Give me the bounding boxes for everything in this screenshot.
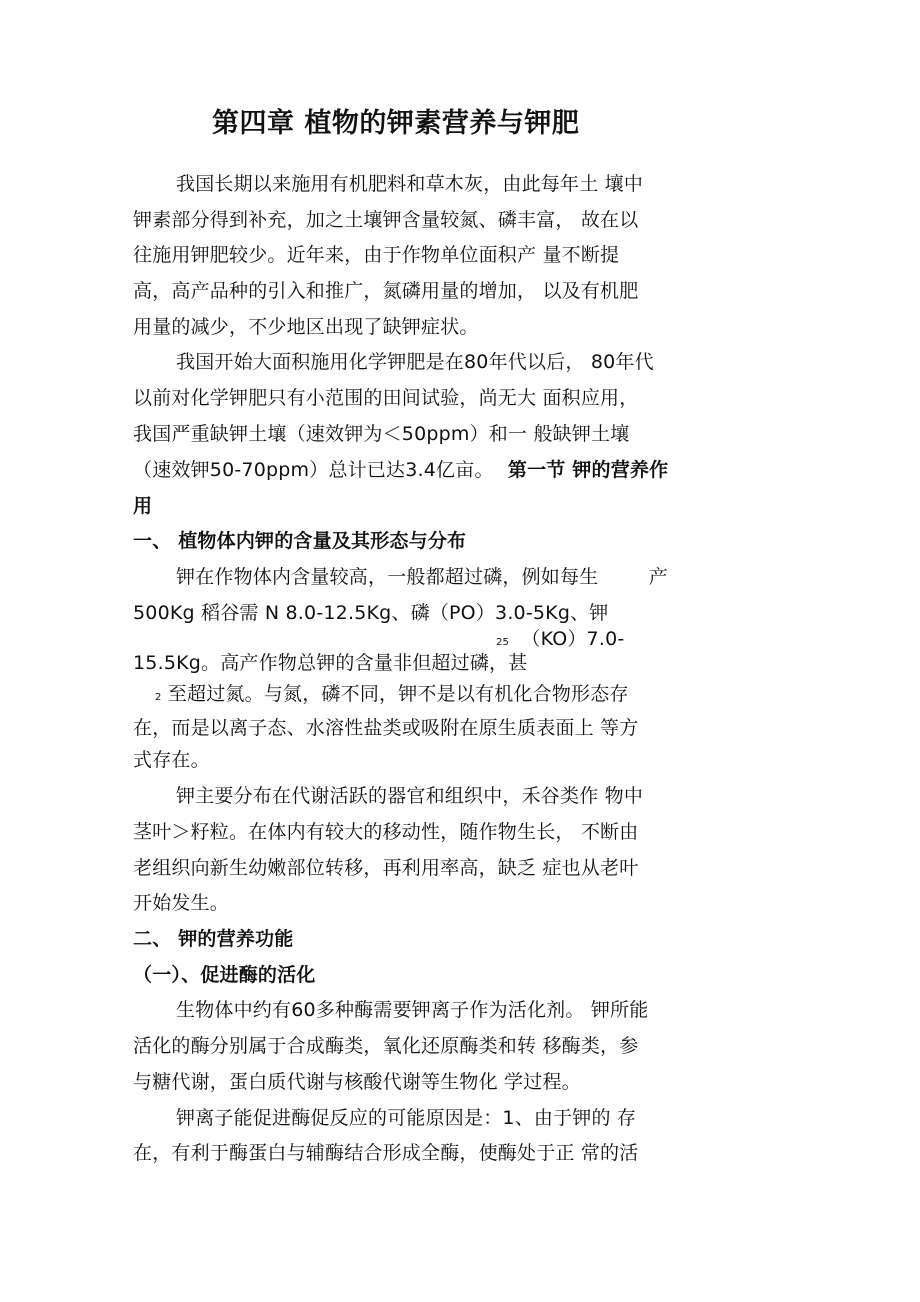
paragraph-line: 开始发生。 xyxy=(133,892,230,914)
paragraph-line: 以前对化学钾肥只有小范围的田间试验，尚无大 面积应用， xyxy=(133,387,639,409)
paragraph-line: 在，而是以离子态、水溶性盐类或吸附在原生质表面上 等方 xyxy=(133,717,639,739)
paragraph-line: 500Kg 稻谷需 N 8.0-12.5Kg、磷（PO）3.0-5Kg、钾 xyxy=(133,602,609,624)
paragraph-line: 高，高产品种的引入和推广，氮磷用量的增加， 以及有机肥 xyxy=(133,280,639,302)
paragraph-line: 用量的减少，不少地区出现了缺钾症状。 xyxy=(133,316,479,338)
paragraph-line: 往施用钾肥较少。近年来，由于作物单位面积产 量不断提 xyxy=(133,244,620,266)
paragraph-line: 式存在。 xyxy=(133,749,210,771)
paragraph-line: 茎叶＞籽粒。在体内有较大的移动性，随作物生长， 不断由 xyxy=(133,821,639,843)
paragraph-line: 在，有利于酶蛋白与辅酶结合形成全酶，使酶处于正 常的活 xyxy=(133,1142,639,1164)
subsection-heading: 一、 植物体内钾的含量及其形态与分布 xyxy=(133,530,467,552)
subscript: 25 xyxy=(496,637,510,648)
paragraph-line xyxy=(133,458,668,482)
paragraph-line xyxy=(155,682,629,710)
paragraph-line: 与糖代谢，蛋白质代谢与核酸代谢等生物化 学过程。 xyxy=(133,1071,581,1093)
paragraph-text: （速效钾50-70ppm）总计已达3.4亿亩。 xyxy=(133,459,494,481)
paragraph-line: 钾素部分得到补充，加之土壤钾含量较氮、磷丰富， 故在以 xyxy=(133,209,639,231)
paragraph-line: 生物体中约有60多种酶需要钾离子作为活化剂。 钾所能 xyxy=(176,999,649,1021)
paragraph-line: 钾主要分布在代谢活跃的器官和组织中，禾谷类作 物中 xyxy=(176,785,644,807)
chapter-title: 第四章 植物的钾素营养与钾肥 xyxy=(212,108,580,139)
paragraph-text: （KO）7.0- xyxy=(521,628,625,650)
subscript: 2 xyxy=(155,692,162,703)
subsection-heading: 二、 钾的营养功能 xyxy=(133,928,294,950)
paragraph-line: 我国严重缺钾土壤（速效钾为＜50ppm）和一 般缺钾土壤 xyxy=(133,423,630,445)
paragraph-line: 我国开始大面积施用化学钾肥是在80年代以后， 80年代 xyxy=(176,351,654,373)
section-heading: 第一节 钾的营养作 xyxy=(507,459,669,481)
section-heading-continued: 用 xyxy=(133,495,153,517)
paragraph-line: 我国长期以来施用有机肥料和草木灰，由此每年土 壤中 xyxy=(176,173,644,195)
paragraph-text: 至超过氮。与氮，磷不同，钾不是以有机化合物形态存 xyxy=(167,683,629,705)
paragraph-line: 老组织向新生幼嫩部位转移，再利用率高，缺乏 症也从老叶 xyxy=(133,857,639,879)
paragraph-line xyxy=(176,565,668,589)
paragraph-text: 产 xyxy=(648,566,668,588)
paragraph-line: 钾离子能促进酶促反应的可能原因是：1、由于钾的 存 xyxy=(176,1107,637,1129)
subsection-heading: （一）、促进酶的活化 xyxy=(133,964,316,986)
paragraph-line: 15.5Kg。高产作物总钾的含量非但超过磷，甚 xyxy=(133,652,528,674)
paragraph-text: 钾在作物体内含量较高，一般都超过磷，例如每生 xyxy=(176,566,599,588)
paragraph-line: 活化的酶分别属于合成酶类，氧化还原酶类和转 移酶类，参 xyxy=(133,1035,639,1057)
